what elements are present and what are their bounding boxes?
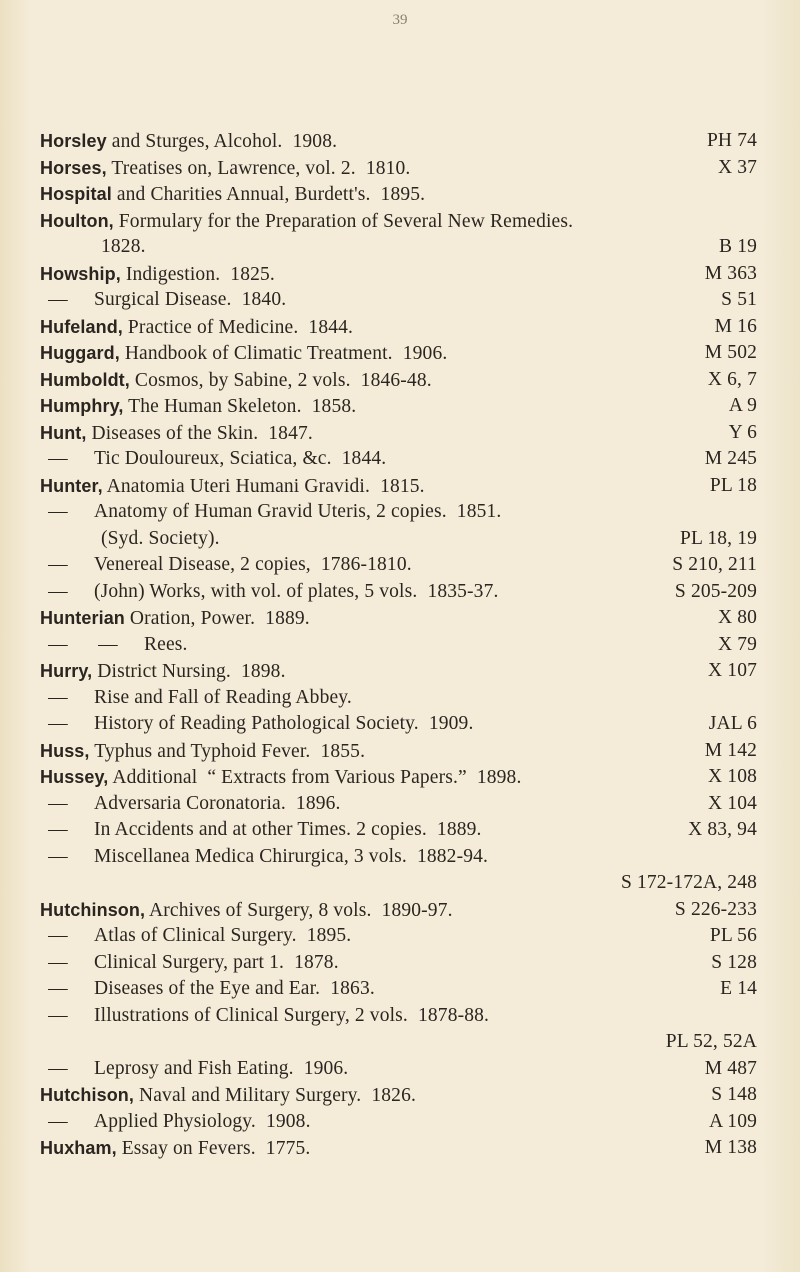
catalogue-entry: [40, 314, 755, 341]
ditto-dash: —: [98, 633, 118, 655]
catalogue-entry: [40, 420, 755, 447]
catalogue-entry: [40, 552, 755, 579]
shelf-mark: PL 18: [709, 474, 757, 496]
shelf-mark: M 487: [704, 1057, 757, 1079]
entry-title: In Accidents and at other Times. 2 copies. 1889.: [94, 819, 482, 840]
catalogue-entry: [40, 1082, 755, 1109]
ditto-dash: —: [48, 1110, 68, 1132]
catalogue-entry: [40, 340, 755, 367]
shelf-mark: S 128: [711, 951, 757, 973]
catalogue-entry: [40, 287, 755, 314]
entry-title: (Syd. Society).: [101, 527, 220, 549]
entry-title: Anatomia Uteri Humani Gravidi. 1815.: [102, 475, 425, 497]
entry-title: Rees.: [144, 633, 188, 655]
entry-title: Miscellanea Medica Chirurgica, 3 vols. 1882-94.: [94, 845, 489, 867]
ditto-dash: —: [48, 501, 68, 522]
entry-heading: Humboldt,: [40, 369, 130, 390]
entry-text: [40, 658, 286, 686]
ditto-dash: —: [48, 633, 68, 655]
entry-title: Leprosy and Fish Eating. 1906.: [94, 1057, 349, 1079]
entry-text: [40, 605, 310, 633]
catalogue-entry: [40, 1109, 755, 1136]
entry-text: [40, 499, 501, 526]
entry-title: Cosmos, by Sabine, 2 vols. 1846-48.: [129, 369, 432, 391]
catalogue-entry: [40, 208, 755, 235]
shelf-mark: PL 18, 19: [679, 527, 757, 549]
ditto-dash: —: [48, 1004, 68, 1026]
entry-text: [40, 579, 499, 606]
ditto-dash: —: [48, 448, 68, 469]
entry-title: The Human Skeleton. 1858.: [123, 396, 357, 417]
ditto-dash: —: [48, 819, 68, 840]
entry-text: [40, 208, 573, 236]
entry-text: [40, 1003, 489, 1030]
shelf-mark: M 245: [704, 448, 757, 469]
ditto-dash: —: [48, 845, 68, 867]
shelf-mark: X 79: [717, 633, 757, 655]
catalogue-entry: [40, 605, 755, 632]
ditto-dash: —: [48, 1057, 68, 1079]
entry-heading: Humphry,: [40, 396, 124, 416]
ditto-dash: —: [48, 580, 68, 602]
shelf-mark: PL 52, 52A: [665, 1031, 757, 1052]
catalogue-entry: [40, 897, 755, 924]
catalogue-entry: [40, 473, 755, 500]
ditto-dash: —: [48, 554, 68, 575]
shelf-mark: E 14: [720, 978, 757, 999]
shelf-mark: S 148: [711, 1084, 757, 1105]
entry-heading: Hurry,: [40, 661, 93, 681]
entry-heading: Hunter,: [40, 475, 103, 496]
entry-title: Anatomy of Human Gravid Uteris, 2 copies. 1851.: [94, 501, 502, 522]
catalogue-entry: [40, 446, 755, 473]
catalogue-entry: [40, 1135, 755, 1162]
entry-title: and Sturges, Alcohol. 1908.: [106, 131, 338, 152]
entry-heading: Hutchinson,: [40, 899, 146, 920]
entry-title: Additional “ Extracts from Various Papers.” 1898.: [108, 767, 522, 788]
shelf-mark: M 363: [704, 262, 757, 284]
entry-text: [40, 1082, 416, 1110]
shelf-mark: PL 56: [709, 925, 757, 946]
shelf-mark: A 109: [709, 1110, 757, 1132]
entry-text: [40, 632, 188, 659]
ditto-dash: —: [48, 686, 68, 708]
entry-text: [40, 181, 425, 209]
entry-text: [40, 976, 375, 1003]
entry-heading: Howship,: [40, 263, 121, 284]
catalogue-entry: [40, 632, 755, 659]
entry-text: [40, 817, 482, 844]
catalogue-entry: [40, 499, 755, 526]
shelf-mark: M 16: [714, 315, 757, 337]
entry-title: Naval and Military Surgery. 1826.: [134, 1085, 416, 1106]
shelf-mark: X 104: [708, 792, 757, 814]
entry-heading: Houlton,: [40, 210, 114, 231]
catalogue-entry: [40, 976, 755, 1003]
entry-text: [40, 473, 425, 501]
catalogue-entry: [40, 844, 755, 871]
shelf-mark: X 80: [717, 607, 757, 628]
shelf-mark: B 19: [719, 236, 757, 257]
entry-text: [40, 155, 410, 183]
entry-title: District Nursing. 1898.: [92, 661, 286, 682]
ditto-dash: —: [48, 792, 68, 814]
entry-text: [40, 844, 488, 871]
shelf-mark: M 502: [704, 342, 757, 363]
entry-title: Practice of Medicine. 1844.: [122, 316, 354, 338]
shelf-mark: X 6, 7: [707, 368, 757, 390]
catalogue-entry: [40, 658, 755, 685]
entry-text: [40, 897, 453, 925]
entry-title: Atlas of Clinical Surgery. 1895.: [94, 925, 352, 946]
shelf-mark: M 142: [704, 739, 757, 761]
entry-heading: Hunterian: [40, 608, 125, 628]
catalogue-entry: [40, 181, 755, 208]
catalogue-entry: [40, 711, 755, 738]
entry-text: [40, 791, 341, 818]
entry-text: [40, 1109, 311, 1136]
entry-title: Essay on Fevers. 1775.: [116, 1138, 311, 1159]
entry-heading: Hussey,: [40, 767, 109, 787]
shelf-mark: PH 74: [706, 130, 757, 151]
catalogue-entry: [40, 1003, 755, 1030]
shelf-mark: S 205-209: [674, 580, 757, 602]
entry-text: [40, 685, 352, 712]
entry-title: Treatises on, Lawrence, vol. 2. 1810.: [106, 157, 411, 179]
entry-heading: Huxham,: [40, 1138, 117, 1158]
ditto-dash: —: [48, 713, 68, 734]
shelf-mark: S 51: [721, 289, 757, 310]
entry-text: [40, 367, 432, 395]
catalogue-entry: [40, 791, 755, 818]
catalogue-entry: [40, 923, 755, 950]
catalogue-entry: [40, 579, 755, 606]
entry-text: [40, 923, 351, 950]
entry-title: Venereal Disease, 2 copies, 1786-1810.: [94, 554, 412, 575]
entry-title: Archives of Surgery, 8 vols. 1890-97.: [145, 899, 453, 921]
entry-text: [40, 950, 339, 977]
shelf-mark: X 107: [708, 660, 757, 681]
entry-text: [101, 526, 220, 553]
catalogue-entry: [40, 685, 755, 712]
entry-text: [40, 314, 353, 342]
entry-heading: Horsley: [40, 131, 107, 151]
shelf-mark: Y 6: [728, 421, 757, 443]
catalogue-entry: [40, 817, 755, 844]
entry-text: [40, 738, 365, 766]
shelf-mark: M 138: [704, 1137, 757, 1158]
entry-title: Clinical Surgery, part 1. 1878.: [94, 951, 339, 973]
entry-title: Rise and Fall of Reading Abbey.: [94, 686, 352, 708]
entry-text: [40, 393, 356, 421]
entry-text: [40, 764, 521, 792]
catalogue-entry: [40, 950, 755, 977]
entry-title: 1828.: [101, 236, 146, 257]
catalogue-entry: [40, 128, 755, 155]
entry-text: [40, 711, 473, 738]
entry-heading: Hutchison,: [40, 1085, 134, 1105]
entry-text: [40, 420, 313, 448]
entry-heading: Horses,: [40, 157, 107, 178]
entry-title: Formulary for the Preparation of Several New Remedies.: [113, 210, 574, 232]
catalogue-entry: [40, 764, 755, 791]
entry-title: Adversaria Coronatoria. 1896.: [94, 792, 341, 814]
page-number: 39: [392, 12, 408, 28]
entry-title: Applied Physiology. 1908.: [94, 1110, 311, 1132]
ditto-dash: —: [48, 289, 68, 310]
entry-title: Diseases of the Skin. 1847.: [86, 422, 313, 444]
catalogue-entry: [40, 155, 755, 182]
entry-title: Oration, Power. 1889.: [124, 608, 310, 629]
entry-title: Tic Douloureux, Sciatica, &c. 1844.: [94, 448, 387, 469]
catalogue-entry: [40, 738, 755, 765]
entry-heading: Hospital: [40, 184, 112, 204]
entry-text: [40, 1056, 348, 1083]
entry-heading: Huss,: [40, 740, 90, 761]
shelf-mark: S 210, 211: [672, 554, 757, 575]
entry-heading: Hufeland,: [40, 316, 123, 337]
entry-text: [40, 287, 286, 314]
shelf-mark: X 108: [708, 766, 757, 787]
catalogue-entry: [40, 261, 755, 288]
catalogue-entry: [40, 1029, 755, 1056]
ditto-dash: —: [48, 951, 68, 973]
entry-title: and Charities Annual, Burdett's. 1895.: [111, 184, 426, 205]
entry-heading: Huggard,: [40, 343, 120, 363]
catalogue-entry: [40, 870, 755, 897]
shelf-mark: A 9: [728, 395, 757, 416]
catalogue-entry: [40, 234, 755, 261]
entry-title: (John) Works, with vol. of plates, 5 vols. 1835-37.: [94, 580, 499, 602]
entry-title: Diseases of the Eye and Ear. 1863.: [94, 978, 375, 999]
entry-title: Illustrations of Clinical Surgery, 2 vols. 1878-88.: [94, 1004, 490, 1026]
shelf-mark: X 37: [717, 156, 757, 178]
entry-text: [40, 552, 412, 579]
shelf-mark: S 226-233: [674, 898, 757, 920]
entry-text: [40, 446, 386, 473]
entry-title: Indigestion. 1825.: [120, 263, 275, 285]
entry-text: [40, 340, 447, 368]
entry-title: Handbook of Climatic Treatment. 1906.: [119, 343, 448, 364]
entry-title: Typhus and Typhoid Fever. 1855.: [89, 740, 366, 762]
catalogue-entries: [40, 128, 755, 1162]
catalogue-entry: [40, 526, 755, 553]
ditto-dash: —: [48, 978, 68, 999]
shelf-mark: JAL 6: [708, 713, 757, 734]
catalogue-entry: [40, 393, 755, 420]
catalogue-entry: [40, 1056, 755, 1083]
entry-heading: Hunt,: [40, 422, 87, 443]
entry-text: [40, 128, 337, 156]
entry-text: [40, 261, 275, 289]
shelf-mark: S 172-172A, 248: [620, 872, 757, 893]
entry-text: [101, 234, 146, 261]
entry-title: Surgical Disease. 1840.: [94, 289, 287, 310]
ditto-dash: —: [48, 925, 68, 946]
entry-title: History of Reading Pathological Society. 1909.: [94, 713, 474, 734]
catalogue-entry: [40, 367, 755, 394]
entry-text: [40, 1135, 310, 1163]
shelf-mark: X 83, 94: [688, 819, 757, 840]
